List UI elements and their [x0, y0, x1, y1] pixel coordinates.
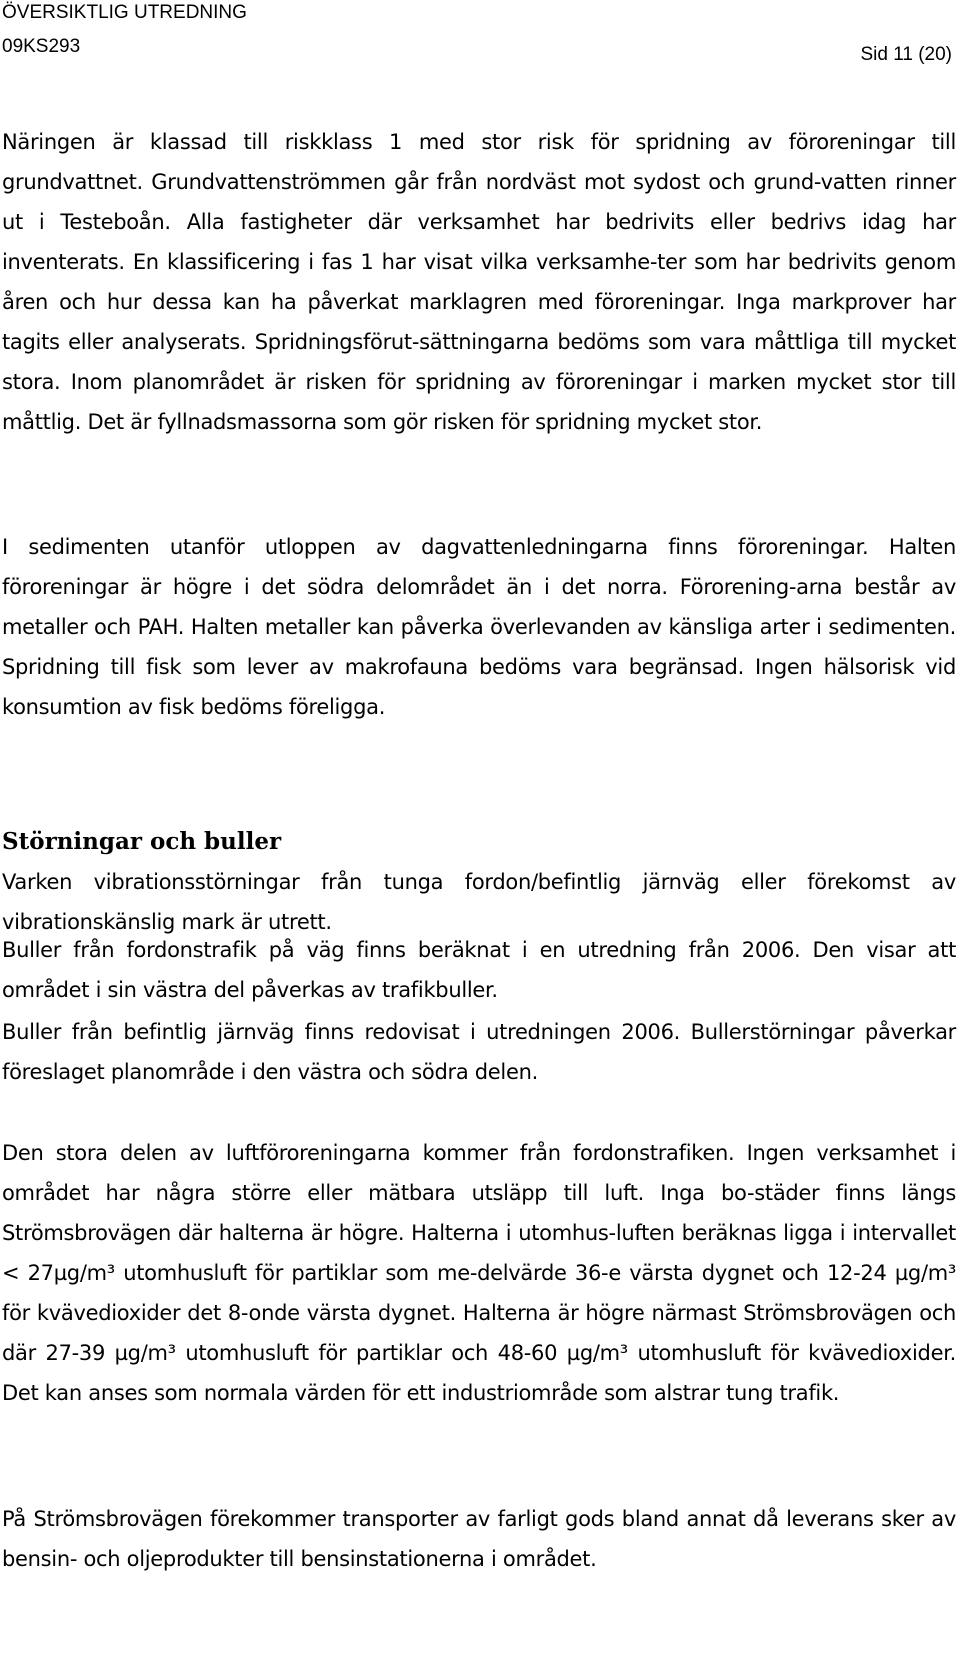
paragraph-sediments: I sedimenten utanför utloppen av dagvattenledningarna finns föroreningar. Halten föroreningar är högre i det södra delområdet än i det norra. Förorening-arna består av metaller och PAH. Halten metaller kan påverka överlevanden av känsliga arter i sedimenten. Spridning till fisk som lever av makrofauna bedöms vara begränsad. Ingen hälsorisk vid konsumtion av fisk bedöms föreligga. [2, 535, 956, 719]
document-title: ÖVERSIKTLIG UTREDNING [2, 2, 247, 23]
paragraph-rail-noise: Buller från befintlig järnväg finns redovisat i utredningen 2006. Bullerstörningar påverkar föreslaget planområde i den västra och södra delen. [2, 1020, 956, 1084]
paragraph-dangerous-goods: På Strömsbrovägen förekommer transporter av farligt gods bland annat då leverans sker av bensin- och oljeprodukter till bensinstationerna i området. [2, 1507, 956, 1571]
paragraph-contamination: Näringen är klassad till riskklass 1 med stor risk för spridning av föroreningar till grundvattnet. Grundvattenströmmen går från nordväst mot sydost och grund-vatten rinner ut i Testeboån. Alla fastigheter där verksamhet har bedrivits eller bedrivs idag har inventerats. En klassificering i fas 1 har visat vilka verksamhe-ter som har bedrivits genom åren och hur dessa kan ha påverkat marklagren med föroreningar. Inga markprover har tagits eller analyserats. Spridningsförut-sättningarna bedöms som vara måttliga till mycket stora. Inom planområdet är risken för spridning av föroreningar i marken mycket stor till måttlig. Det är fyllnadsmassorna som gör risken för spridning mycket stor. [2, 130, 956, 434]
section-heading-disturbances: Störningar och buller [2, 828, 282, 855]
paragraph-road-noise: Buller från fordonstrafik på väg finns beräknat i en utredning från 2006. Den visar att området i sin västra del påverkas av trafikbuller. [2, 938, 956, 1002]
paragraph-vibrations: Varken vibrationsstörningar från tunga fordon/befintlig järnväg eller förekomst av vibrationskänslig mark är utrett. [2, 870, 956, 934]
page-number: Sid 11 (20) [860, 44, 952, 65]
document-number: 09KS293 [2, 36, 81, 57]
page-header [0, 0, 960, 80]
paragraph-air-pollution: Den stora delen av luftföroreningarna kommer från fordonstrafiken. Ingen verksamhet i området har några större eller mätbara utsläpp till luft. Inga bo-städer finns längs Strömsbrovägen där halterna är högre. Halterna i utomhus-luften beräknas ligga i intervallet < 27µg/m³ utomhusluft för partiklar som me-delvärde 36-e värsta dygnet och 12-24 µg/m³ för kvävedioxider det 8-onde värsta dygnet. Halterna är högre närmast Strömsbrovägen och där 27-39 µg/m³ utomhusluft för partiklar och 48-60 µg/m³ utomhusluft för kvävedioxider. Det kan anses som normala värden för ett industriområde som alstrar tung trafik. [2, 1141, 956, 1405]
